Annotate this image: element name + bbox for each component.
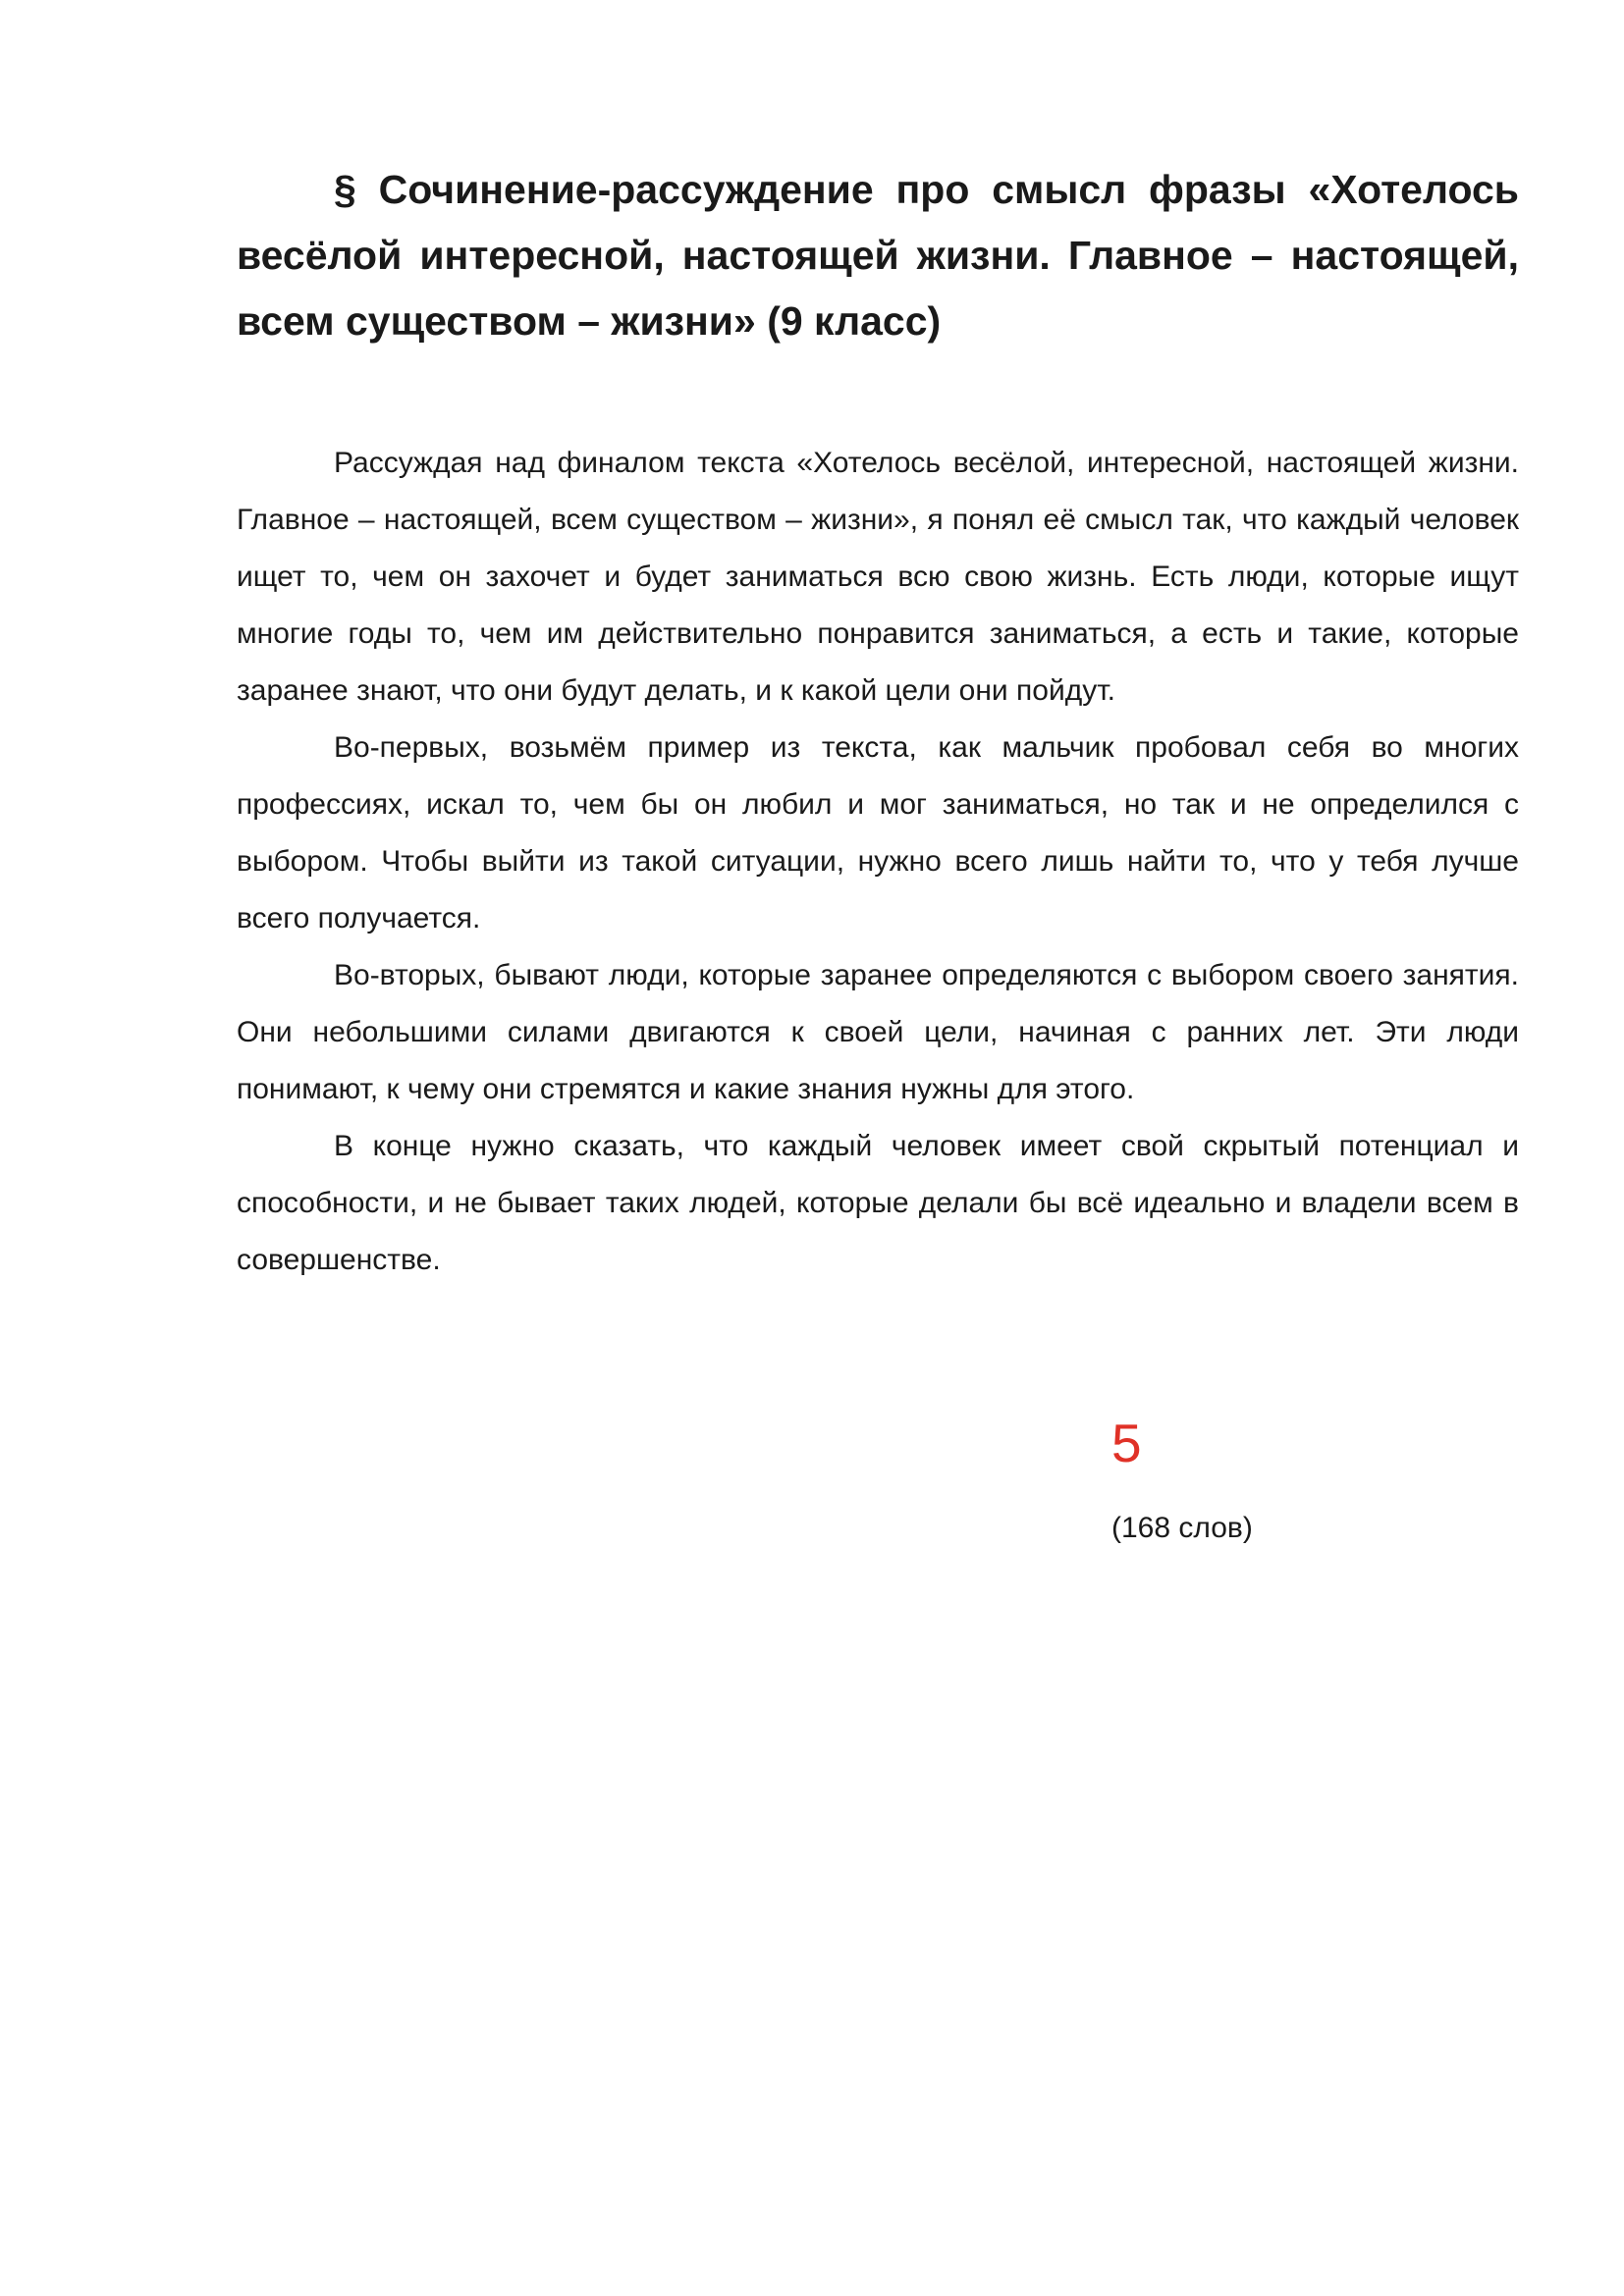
word-count: (168 слов) (1111, 1512, 1253, 1544)
paragraph-2: Во-первых, возьмём пример из текста, как мальчик пробовал себя во многих профессиях, искал то, чем бы он любил и мог заниматься, но так и не определился с выбором. Чтобы выйти из такой ситуации, нужно всего лишь найти то, что у тебя лучше всего получается. (237, 731, 1519, 934)
essay-title: § Сочинение-рассуждение про смысл фразы «Хотелось весёлой интересной, настоящей жизни. Главное – настоящей, всем существом – жизни» (9 класс) (237, 167, 1519, 344)
paragraph-3: Во-вторых, бывают люди, которые заранее определяются с выбором своего занятия. Они небольшими силами двигаются к своей цели, начиная с ранних лет. Эти люди понимают, к чему они стремятся и какие знания нужны для этого. (237, 959, 1519, 1105)
grade-mark: 5 (1111, 1413, 1142, 1473)
paragraph-4: В конце нужно сказать, что каждый человек имеет свой скрытый потенциал и способности, и не бывает таких людей, которые делали бы всё идеально и владели всем в совершенстве. (237, 1130, 1519, 1276)
essay-body (237, 435, 1519, 1289)
paragraph-1: Рассуждая над финалом текста «Хотелось весёлой, интересной, настоящей жизни. Главное – настоящей, всем существом – жизни», я понял её смысл так, что каждый человек ищет то, чем он захочет и будет заниматься всю свою жизнь. Есть люди, которые ищут многие годы то, чем им действительно понравится заниматься, а есть и такие, которые заранее знают, что они будут делать, и к какой цели они пойдут. (237, 447, 1519, 707)
